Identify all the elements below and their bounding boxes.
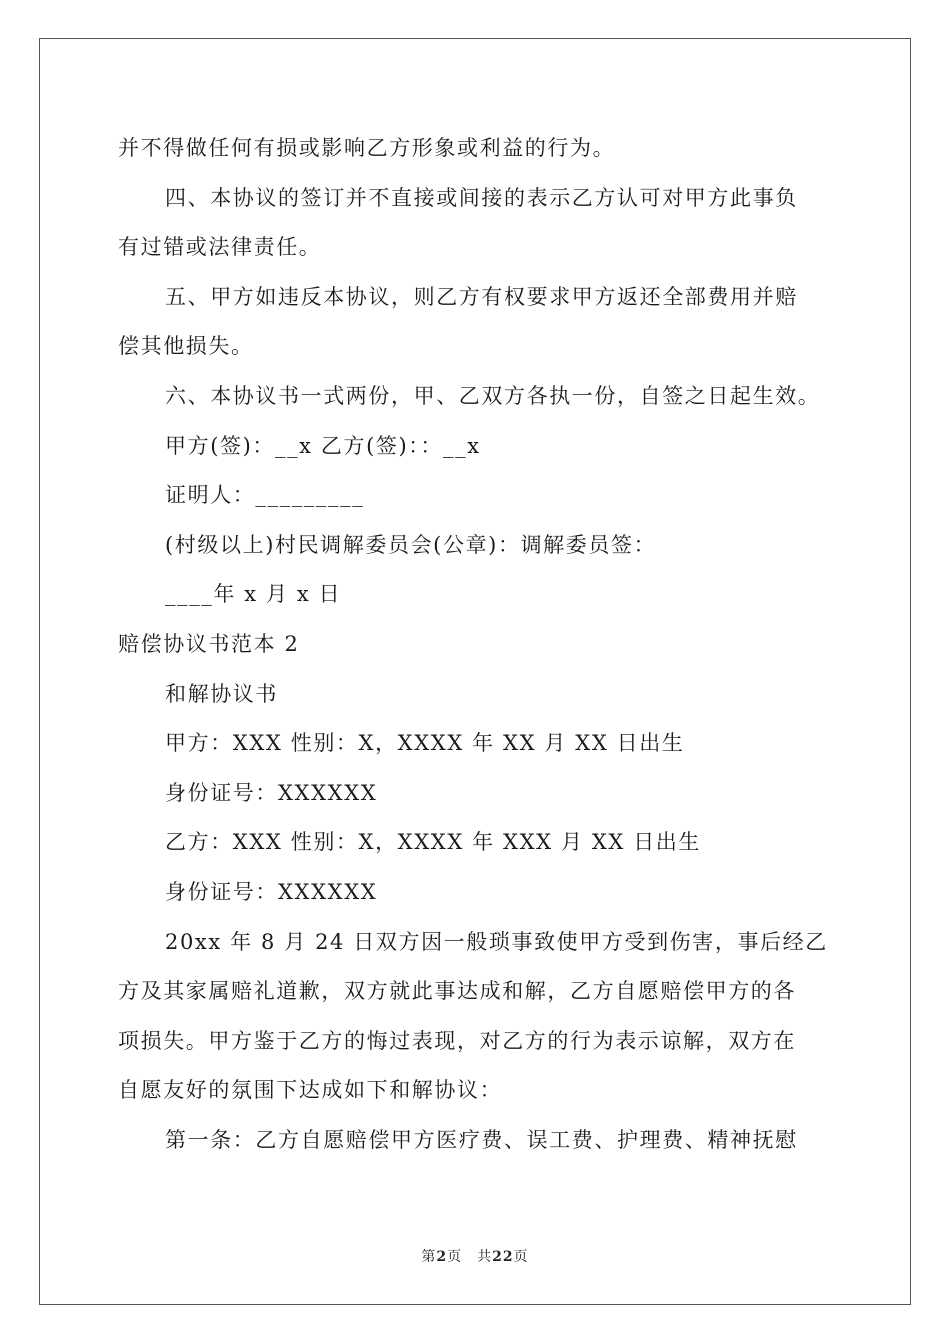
- section-heading: 赔偿协议书范本 2: [118, 631, 300, 656]
- text-line: 偿其他损失。: [118, 334, 254, 359]
- page-footer: [0, 1246, 950, 1266]
- article-one: 第一条：乙方自愿赔偿甲方医疗费、误工费、护理费、精神抚慰: [165, 1127, 798, 1152]
- date-line: ____年 x 月 x 日: [165, 582, 342, 607]
- document-body: [118, 124, 834, 1165]
- clause-six: 六、本协议书一式两份，甲、乙双方各执一份，自签之日起生效。: [165, 383, 821, 408]
- paragraph-line: 项损失。甲方鉴于乙方的悔过表现，对乙方的行为表示谅解，双方在: [118, 1028, 796, 1053]
- footer-prefix: 第: [421, 1249, 437, 1265]
- paragraph-line: 20xx 年 8 月 24 日双方因一般琐事致使甲方受到伤害，事后经乙: [165, 929, 828, 954]
- witness-line: 证明人：_________: [165, 483, 365, 508]
- paragraph-line: 方及其家属赔礼道歉，双方就此事达成和解，乙方自愿赔偿甲方的各: [118, 979, 796, 1004]
- signature-line: 甲方(签)：__x 乙方(签)：：__x: [165, 433, 481, 458]
- paragraph-line: 自愿友好的氛围下达成如下和解协议：: [118, 1078, 503, 1103]
- footer-mid: 页 共: [447, 1249, 493, 1265]
- party-a-info: 甲方：XXX 性别：X，XXXX 年 XX 月 XX 日出生: [165, 731, 685, 756]
- text-line: 并不得做任何有损或影响乙方形象或利益的行为。: [118, 136, 616, 160]
- current-page-number: 2: [436, 1249, 448, 1265]
- document-title: 和解协议书: [165, 681, 278, 706]
- party-b-info: 乙方：XXX 性别：X，XXXX 年 XXX 月 XX 日出生: [165, 830, 702, 855]
- mediation-committee-line: (村级以上)村民调解委员会(公章)：调解委员签：: [165, 532, 657, 557]
- total-page-count: 22: [492, 1249, 514, 1265]
- clause-four: 四、本协议的签订并不直接或间接的表示乙方认可对甲方此事负: [165, 185, 798, 210]
- party-b-id: 身份证号：XXXXXX: [165, 879, 378, 904]
- footer-suffix: 页: [513, 1249, 529, 1265]
- party-a-id: 身份证号：XXXXXX: [165, 780, 378, 805]
- text-line: 有过错或法律责任。: [118, 235, 322, 260]
- clause-five: 五、甲方如违反本协议，则乙方有权要求甲方返还全部费用并赔: [165, 284, 798, 309]
